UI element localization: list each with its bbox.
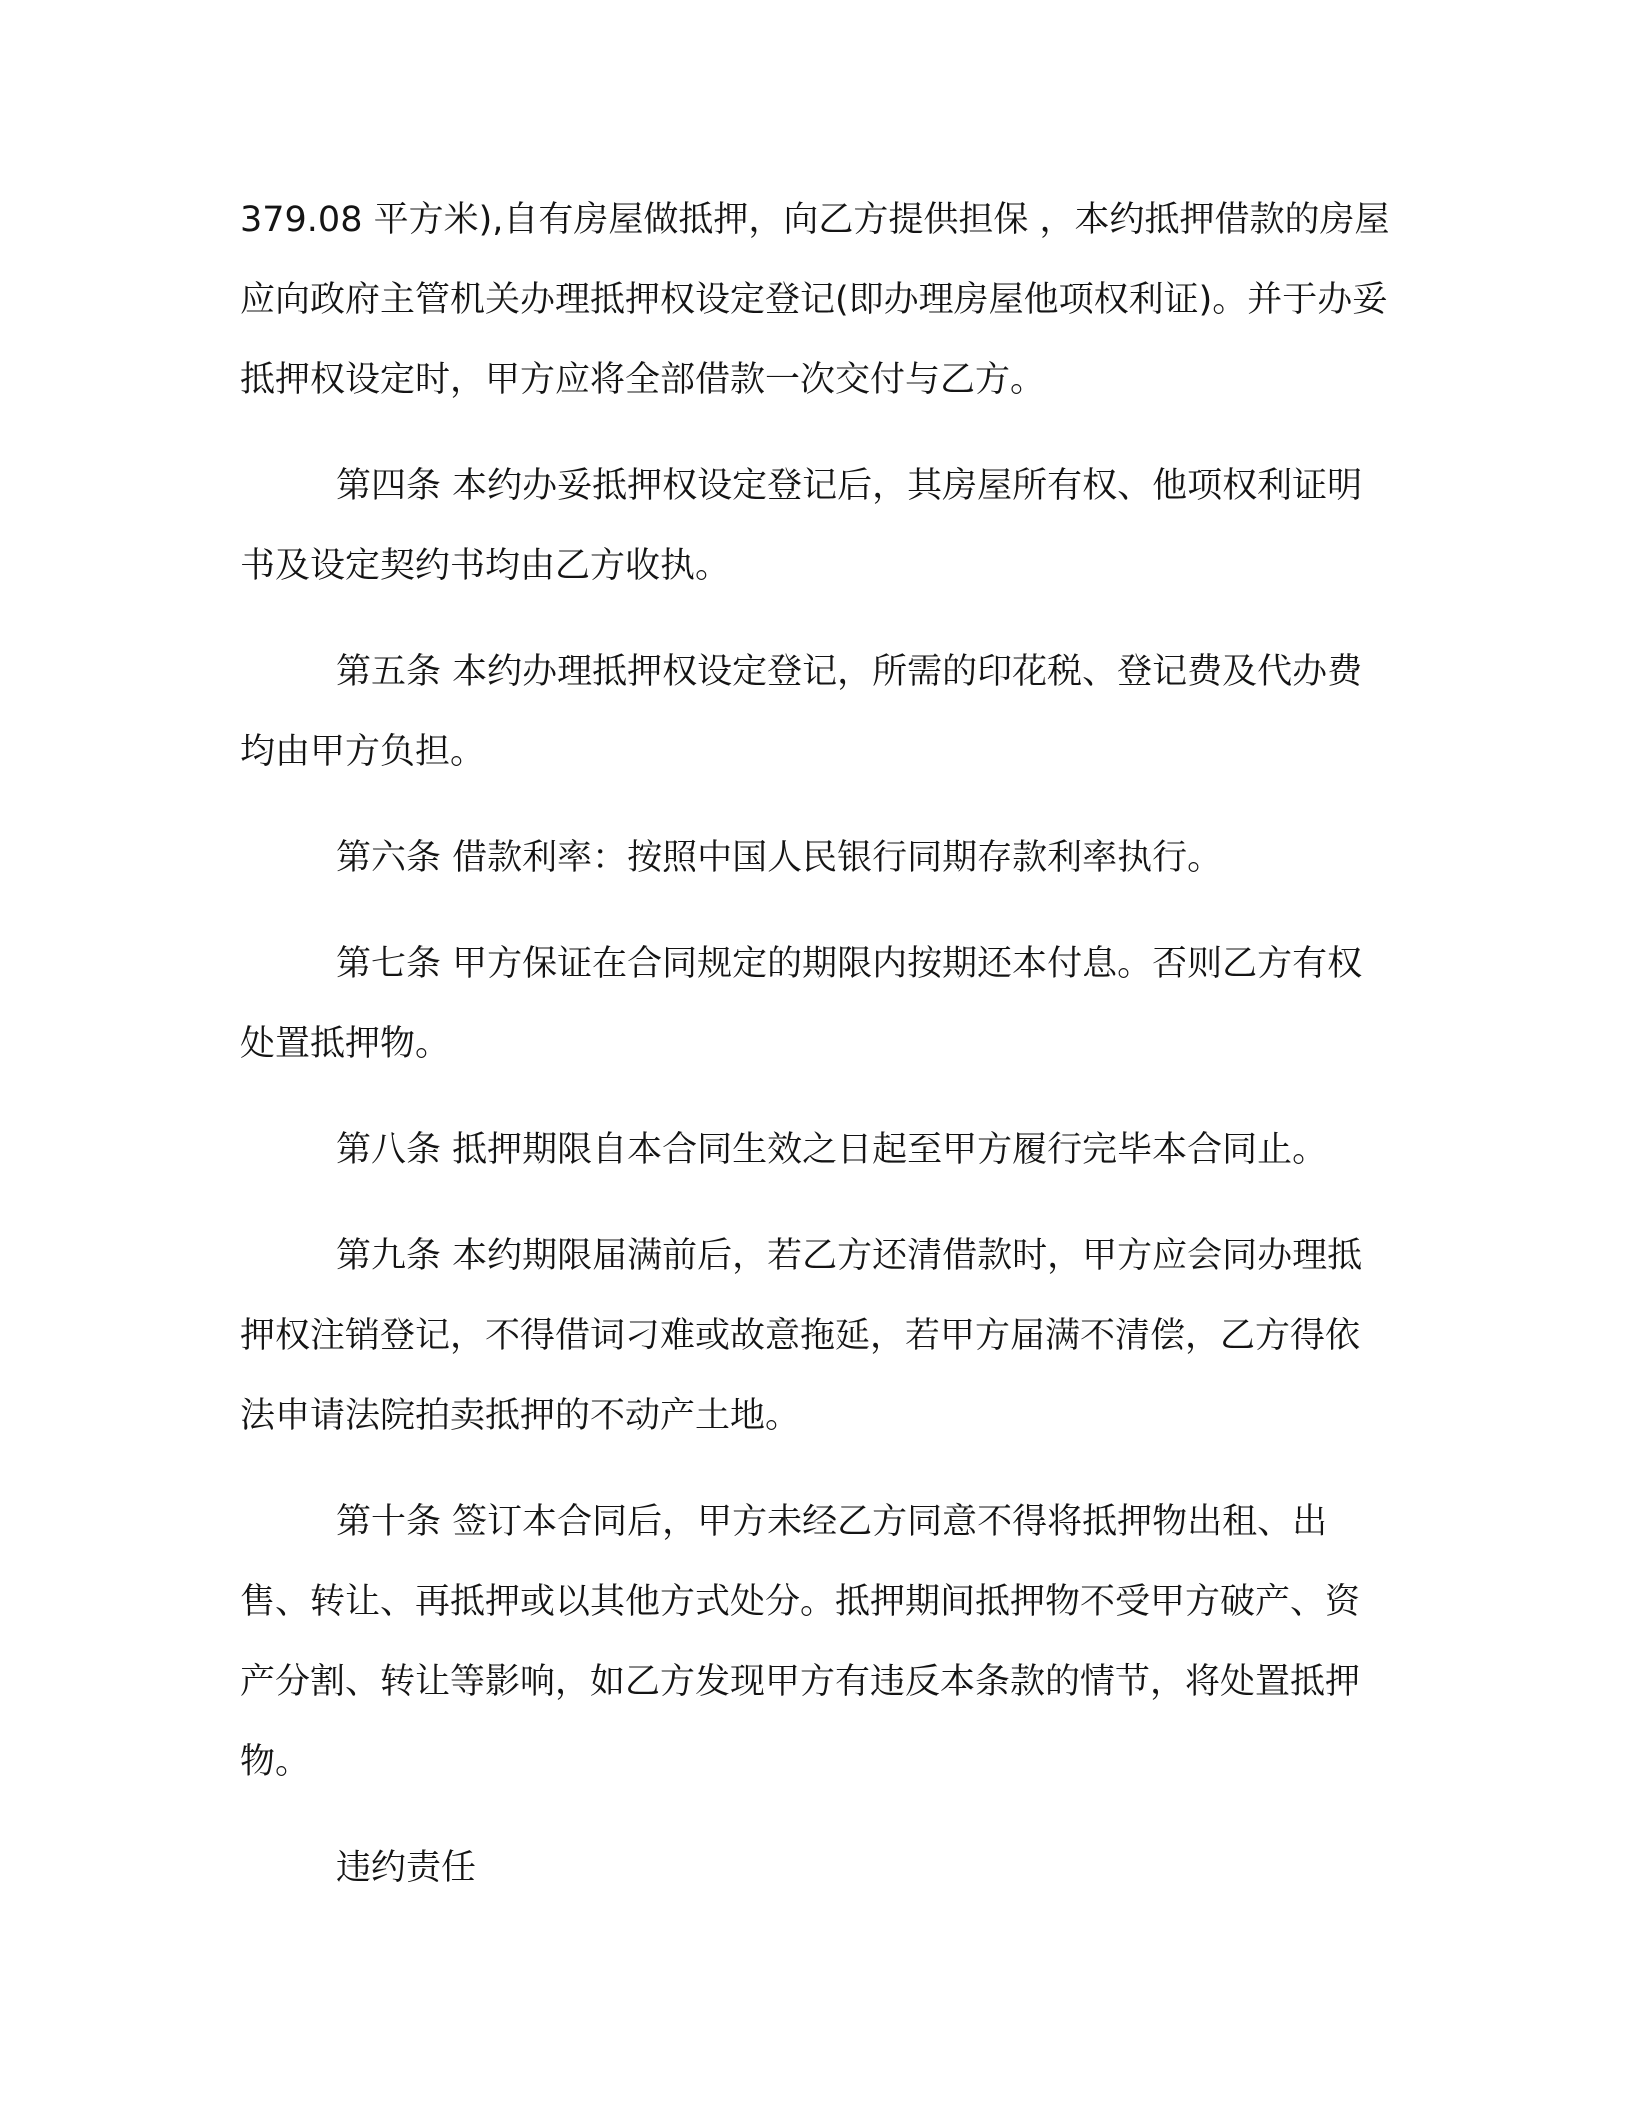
paragraph-intro: 379.08 平方米),自有房屋做抵押，向乙方提供担保 ，本约抵押借款的房屋应向政府主管机关办理抵押权设定登记(即办理房屋他项权利证)。并于办妥抵押权设定时，甲方应将全部借款一次交付与乙方。 [240,200,1390,400]
paragraph-article-4: 第四条 本约办妥抵押权设定登记后，其房屋所有权、他项权利证明书及设定契约书均由乙方收执。 [240,466,1363,586]
paragraph-article-8: 第八条 抵押期限自本合同生效之日起至甲方履行完毕本合同止。 [336,1130,1328,1170]
paragraph-article-5: 第五条 本约办理抵押权设定登记，所需的印花税、登记费及代办费均由甲方负担。 [240,652,1363,772]
paragraph-article-10: 第十条 签订本合同后，甲方未经乙方同意不得将抵押物出租、出售、转让、再抵押或以其他方式处分。抵押期间抵押物不受甲方破产、资产分割、转让等影响，如乙方发现甲方有违反本条款的情节，将处置抵押物。 [240,1502,1361,1782]
paragraph-article-6: 第六条 借款利率：按照中国人民银行同期存款利率执行。 [336,838,1223,878]
section-heading-breach: 违约责任 [336,1848,477,1888]
paragraph-article-9: 第九条 本约期限届满前后，若乙方还清借款时，甲方应会同办理抵押权注销登记，不得借词刁难或故意拖延，若甲方届满不清偿，乙方得依法申请法院拍卖抵押的不动产土地。 [240,1236,1363,1436]
document-body [240,180,1390,1934]
paragraph-article-7: 第七条 甲方保证在合同规定的期限内按期还本付息。否则乙方有权处置抵押物。 [240,944,1363,1064]
